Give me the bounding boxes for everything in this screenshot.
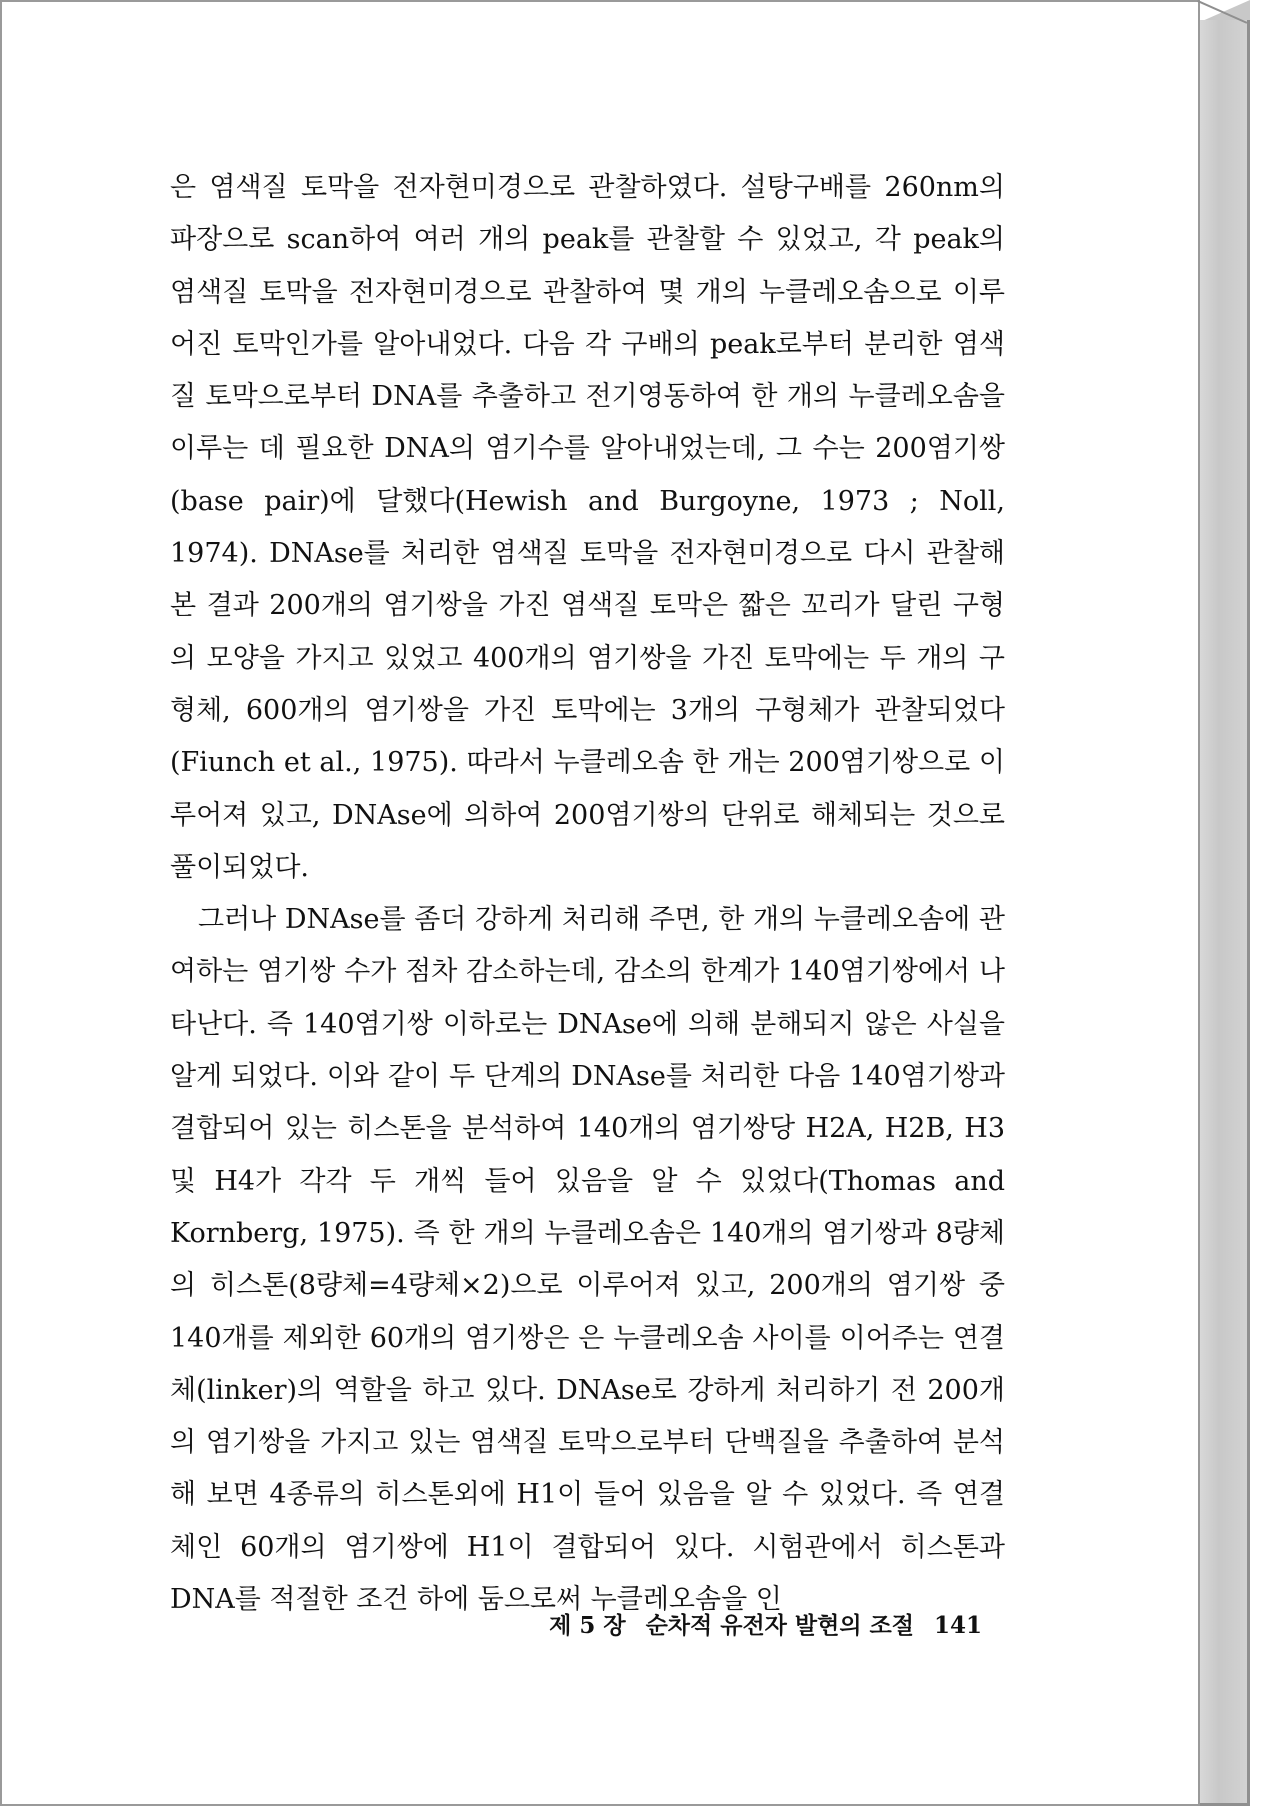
page-body <box>170 162 1005 1626</box>
footer-title: 순차적 유전자 발현의 조절 <box>645 1612 914 1639</box>
book-spine <box>1200 20 1250 1806</box>
paragraph-1: 은 염색질 토막을 전자현미경으로 관찰하였다. 설탕구배를 260nm의 파장으로 scan하여 여러 개의 peak를 관찰할 수 있었고, 각 peak의 염색질 토막을 전자현미경으로 관찰하여 몇 개의 누클레오솜으로 이루어진 토막인가를 알아내었다. 다음 각 구배의 peak로부터 분리한 염색질 토막으로부터 DNA를 추출하고 전기영동하여 한 개의 누클레오솜을 이루는 데 필요한 DNA의 염기수를 알아내었는데, 그 수는 200염기쌍(base pair)에 달했다(Hewish and Burgoyne, 1973 ; Noll, 1974). DNAse를 처리한 염색질 토막을 전자현미경으로 다시 관찰해 본 결과 200개의 염기쌍을 가진 염색질 토막은 짧은 꼬리가 달린 구형의 모양을 가지고 있었고 400개의 염기쌍을 가진 토막에는 두 개의 구형체, 600개의 염기쌍을 가진 토막에는 3개의 구형체가 관찰되었다(Fiunch et al., 1975). 따라서 누클레오솜 한 개는 200염기쌍으로 이루어져 있고, DNAse에 의하여 200염기쌍의 단위로 해체되는 것으로 풀이되었다. <box>170 172 1005 883</box>
paragraph-2: 그러나 DNAse를 좀더 강하게 처리해 주면, 한 개의 누클레오솜에 관여하는 염기쌍 수가 점차 감소하는데, 감소의 한계가 140염기쌍에서 나타난다. 즉 140염기쌍 이하로는 DNAse에 의해 분해되지 않은 사실을 알게 되었다. 이와 같이 두 단계의 DNAse를 처리한 다음 140염기쌍과 결합되어 있는 히스톤을 분석하여 140개의 염기쌍당 H2A, H2B, H3 및 H4가 각각 두 개씩 들어 있음을 알 수 있었다(Thomas and Kornberg, 1975). 즉 한 개의 누클레오솜은 140개의 염기쌍과 8량체의 히스톤(8량체=4량체×2)으로 이루어져 있고, 200개의 염기쌍 중 140개를 제외한 60개의 염기쌍은 은 누클레오솜 사이를 이어주는 연결체(linker)의 역할을 하고 있다. DNAse로 강하게 처리하기 전 200개의 염기쌍을 가지고 있는 염색질 토막으로부터 단백질을 추출하여 분석해 보면 4종류의 히스톤외에 H1이 들어 있음을 알 수 있었다. 즉 연결체인 60개의 염기쌍에 H1이 결합되어 있다. 시험관에서 히스톤과 DNA를 적절한 조건 하에 둠으로써 누클레오솜을 인 <box>170 904 1005 1616</box>
page-number: 141 <box>933 1612 982 1639</box>
footer-chapter: 제 5 장 <box>549 1612 626 1639</box>
running-footer <box>542 1607 982 1640</box>
